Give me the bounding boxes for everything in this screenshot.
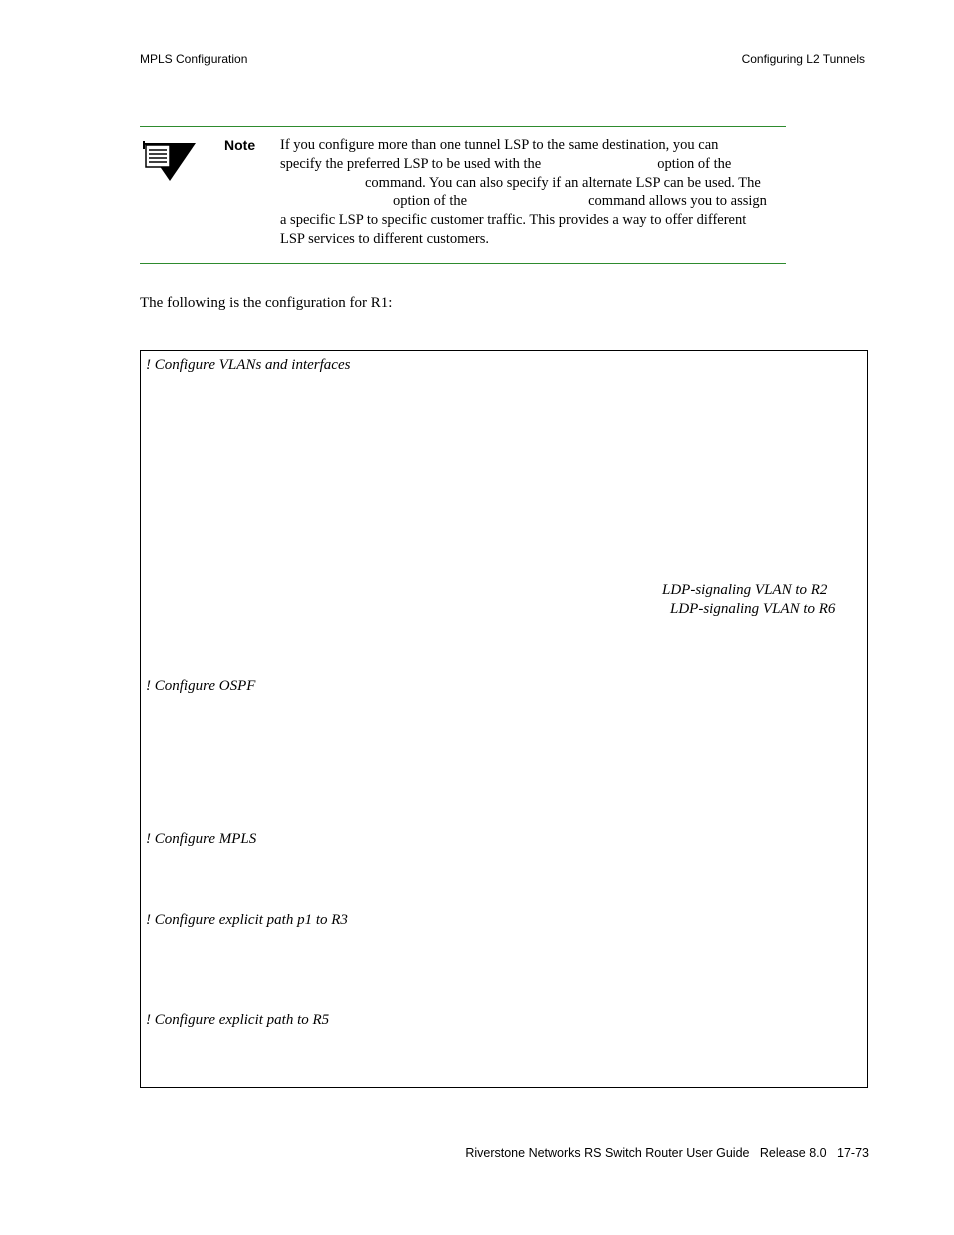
comment-path-r5: ! Configure explicit path to R5 xyxy=(146,1012,330,1028)
note-line-2-part-2: option of the xyxy=(657,155,732,172)
page-footer: Riverstone Networks RS Switch Router User Guide Release 8.0 17-73 xyxy=(465,1146,869,1160)
comment-ldp-r6: LDP-signaling VLAN to R6 xyxy=(670,601,836,617)
note-line-2-part-1: specify the preferred LSP to be used with the xyxy=(280,155,542,172)
note-line-4-part-2: command allows you to assign xyxy=(588,193,767,210)
note-label: Note xyxy=(224,137,256,153)
note-icon xyxy=(142,139,198,183)
note-line-4-part-1: option of the xyxy=(393,193,468,210)
note-top-rule xyxy=(140,126,786,127)
note-line-5: a specific LSP to specific customer traffic. This provides a way to offer different xyxy=(280,212,747,229)
note-bottom-rule xyxy=(140,263,786,264)
note-line-4 xyxy=(280,192,786,211)
comment-vlans: ! Configure VLANs and interfaces xyxy=(146,357,351,373)
config-listing xyxy=(140,350,868,1088)
note-line-1: If you configure more than one tunnel LSP to the same destination, you can xyxy=(280,137,719,153)
header-section: Configuring L2 Tunnels xyxy=(741,52,865,66)
note-line-2 xyxy=(280,155,786,174)
comment-path-p1: ! Configure explicit path p1 to R3 xyxy=(146,912,348,928)
comment-mpls: ! Configure MPLS xyxy=(146,831,257,847)
comment-ldp-r2: LDP-signaling VLAN to R2 xyxy=(662,582,828,598)
note-line-3-part-1: command. You can also specify if an alternate LSP can be used. The xyxy=(365,174,761,191)
intro-text: The following is the configuration for R1: xyxy=(140,295,393,311)
header-chapter: MPLS Configuration xyxy=(140,52,248,66)
note-line-6: LSP services to different customers. xyxy=(280,230,489,247)
note-line-3 xyxy=(280,174,786,193)
comment-ospf: ! Configure OSPF xyxy=(146,678,256,694)
note-text xyxy=(280,136,786,249)
